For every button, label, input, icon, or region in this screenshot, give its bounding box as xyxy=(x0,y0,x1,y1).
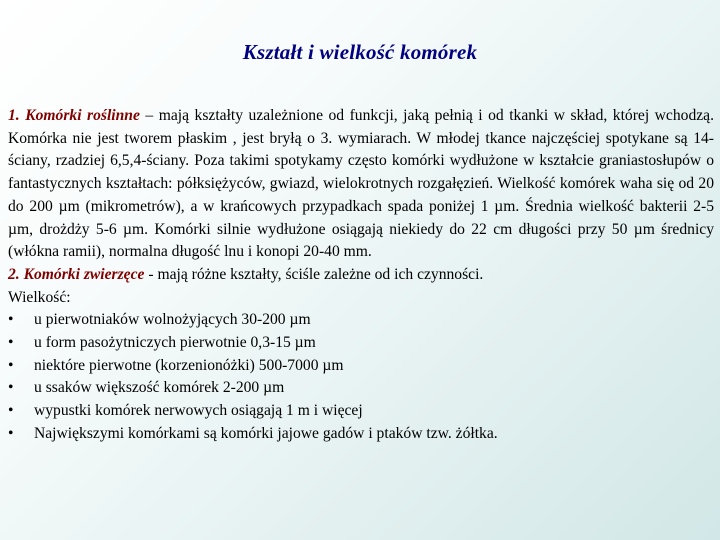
size-label: Wielkość: xyxy=(8,288,71,306)
section-animal-cells xyxy=(8,264,714,287)
list-item xyxy=(8,423,714,446)
bullet-icon: • xyxy=(8,311,14,329)
list-item-text: wypustki komórek nerwowych osiągają 1 m i więcej xyxy=(34,402,363,420)
list-item-text: u form pasożytniczych pierwotnie 0,3-15 µm xyxy=(34,334,316,352)
size-bullet-list xyxy=(8,309,714,445)
list-item-text: niektóre pierwotne (korzenionóżki) 500-7000 µm xyxy=(34,356,344,374)
slide-content xyxy=(8,105,714,446)
list-item-text: Największymi komórkami są komórki jajowe gadów i ptaków tzw. żółtka. xyxy=(34,424,498,442)
section-plant-cells xyxy=(8,105,714,264)
bullet-icon: • xyxy=(8,402,14,420)
bullet-icon: • xyxy=(8,379,14,397)
list-item xyxy=(8,332,714,355)
bullet-icon: • xyxy=(8,356,14,374)
section-animal-cells-heading: 2. Komórki zwierzęce xyxy=(8,265,145,283)
section-animal-cells-text: - mają różne kształty, ściśle zależne od ich czynności. xyxy=(144,265,484,283)
list-item-text: u pierwotniaków wolnożyjących 30-200 µm xyxy=(34,311,311,329)
bullet-icon: • xyxy=(8,334,14,352)
bullet-icon: • xyxy=(8,424,14,442)
list-item xyxy=(8,400,714,423)
list-item xyxy=(8,355,714,378)
list-item-text: u ssaków większość komórek 2-200 µm xyxy=(34,379,285,397)
section-plant-cells-heading: 1. Komórki roślinne xyxy=(8,107,140,124)
list-item xyxy=(8,377,714,400)
section-plant-cells-text: – mają kształty uzależnione od funkcji, jaką pełnią i od tkanki w skład, której wchodzą. Komórka nie jest tworem płaskim , jest bryłą o 3. wymiarach. W młodej tkance najczęściej spotykane są 14-ściany, rzadziej 6,5,4-ściany. Poza takimi spotykamy często komórki wydłużone w kształcie graniastosłupów o fantastycznych kształtach: półksiężyców, gwiazd, wielokrotnych rozgałęzień. Wielkość komórek waha się od 20 do 200 µm (mikrometrów), a w krańcowych przypadkach spada poniżej 1 µm. Średnia wielkość bakterii 2-5 µm, drożdży 5-6 µm. Komórki silnie wydłużone osiągają niekiedy do 22 cm długości przy 50 µm średnicy (włókna ramii), normalna długość lnu i konopi 20-40 mm. xyxy=(8,107,714,261)
slide-title: Kształt i wielkość komórek xyxy=(242,40,478,64)
list-item xyxy=(8,309,714,332)
